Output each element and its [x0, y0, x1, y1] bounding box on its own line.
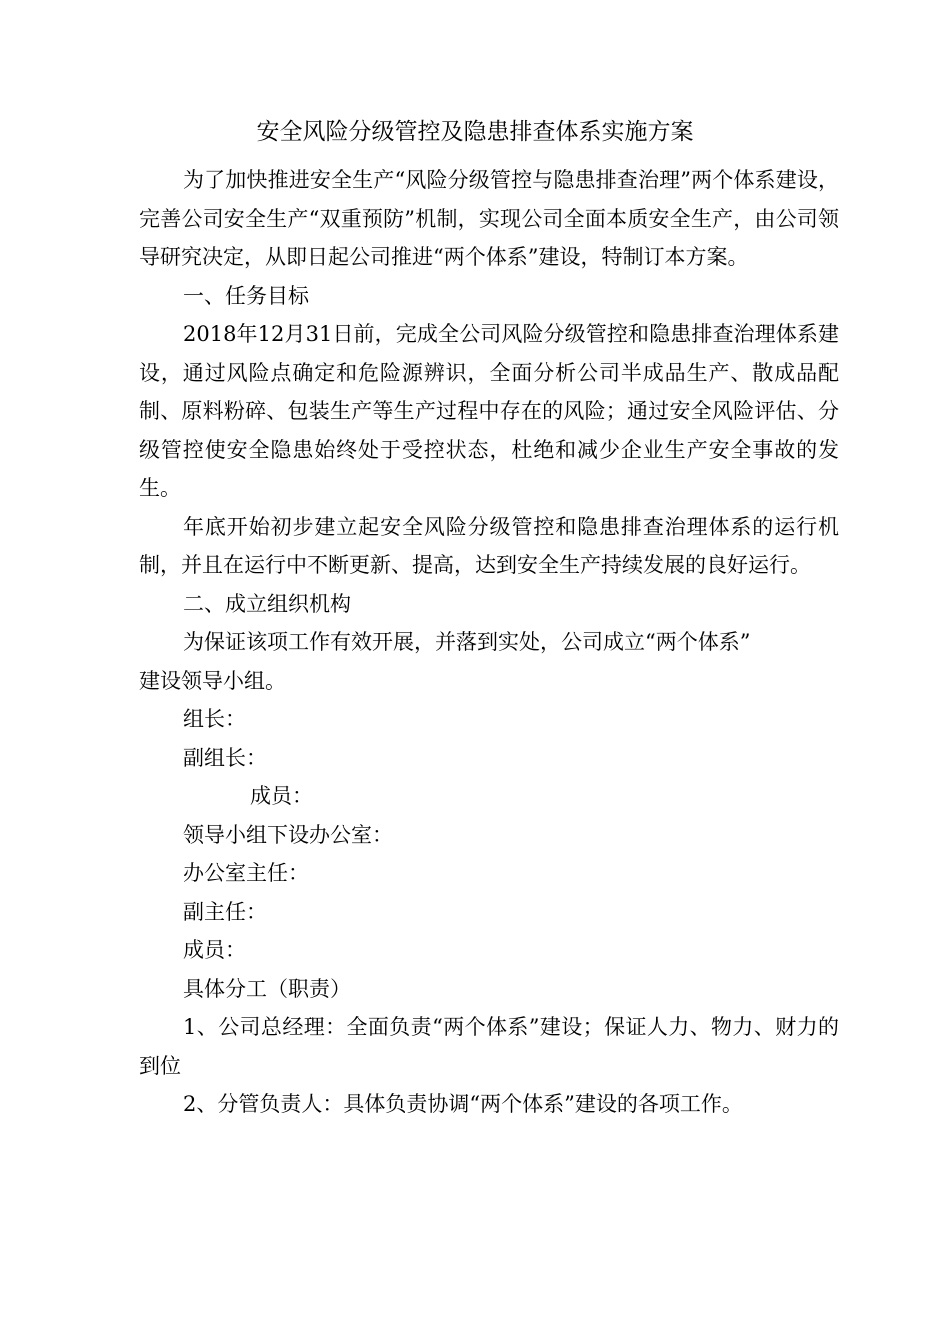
document-title: 安全风险分级管控及隐患排查体系实施方案: [256, 119, 694, 145]
organization-paragraph-line2: 建设领导小组。: [139, 668, 286, 693]
deputy-director-line: 副主任：: [183, 899, 267, 924]
task-goal-paragraph: 2018年12月31日前，完成全公司风险分级管控和隐患排查治理体系建设，通过风险点确定和危险源辨识，全面分析公司半成品生产、散成品配制、原料粉碎、包装生产等生产过程中存在的风险；通过安全风险评估、分级管控使安全隐患始终处于受控状态，杜绝和减少企业生产安全事故的发生。: [139, 322, 839, 500]
section-heading-organization: 二、成立组织机构: [183, 591, 351, 616]
office-members-line: 成员：: [183, 938, 246, 962]
office-director-line: 办公室主任：: [183, 861, 309, 885]
duty-item-1: 1、公司总经理：全面负责“两个体系”建设；保证人力、物力、财力的到位: [139, 1015, 839, 1078]
division-of-duties-heading: 具体分工（职责）: [183, 976, 351, 1001]
section-heading-task-goal: 一、任务目标: [183, 283, 309, 308]
organization-paragraph-line1: 为保证该项工作有效开展，并落到实处，公司成立“两个体系”: [183, 630, 751, 654]
duty-item-2: 2、分管负责人：具体负责协调“两个体系”建设的各项工作。: [183, 1092, 743, 1116]
office-line: 领导小组下设办公室：: [183, 822, 393, 847]
intro-paragraph: 为了加快推进安全生产“风险分级管控与隐患排查治理”两个体系建设，完善公司安全生产“双重预防”机制，实现公司全面本质安全生产，由公司领导研究决定，从即日起公司推进“两个体系”建设，特制订本方案。: [139, 168, 839, 269]
document-body: [139, 161, 839, 1124]
deputy-leader-line: 副组长：: [183, 745, 267, 770]
group-members-line: 成员：: [250, 784, 313, 808]
leader-line: 组长：: [183, 707, 246, 731]
mechanism-paragraph: 年底开始初步建立起安全风险分级管控和隐患排查治理体系的运行机制，并且在运行中不断更新、提高，达到安全生产持续发展的良好运行。: [139, 514, 839, 577]
